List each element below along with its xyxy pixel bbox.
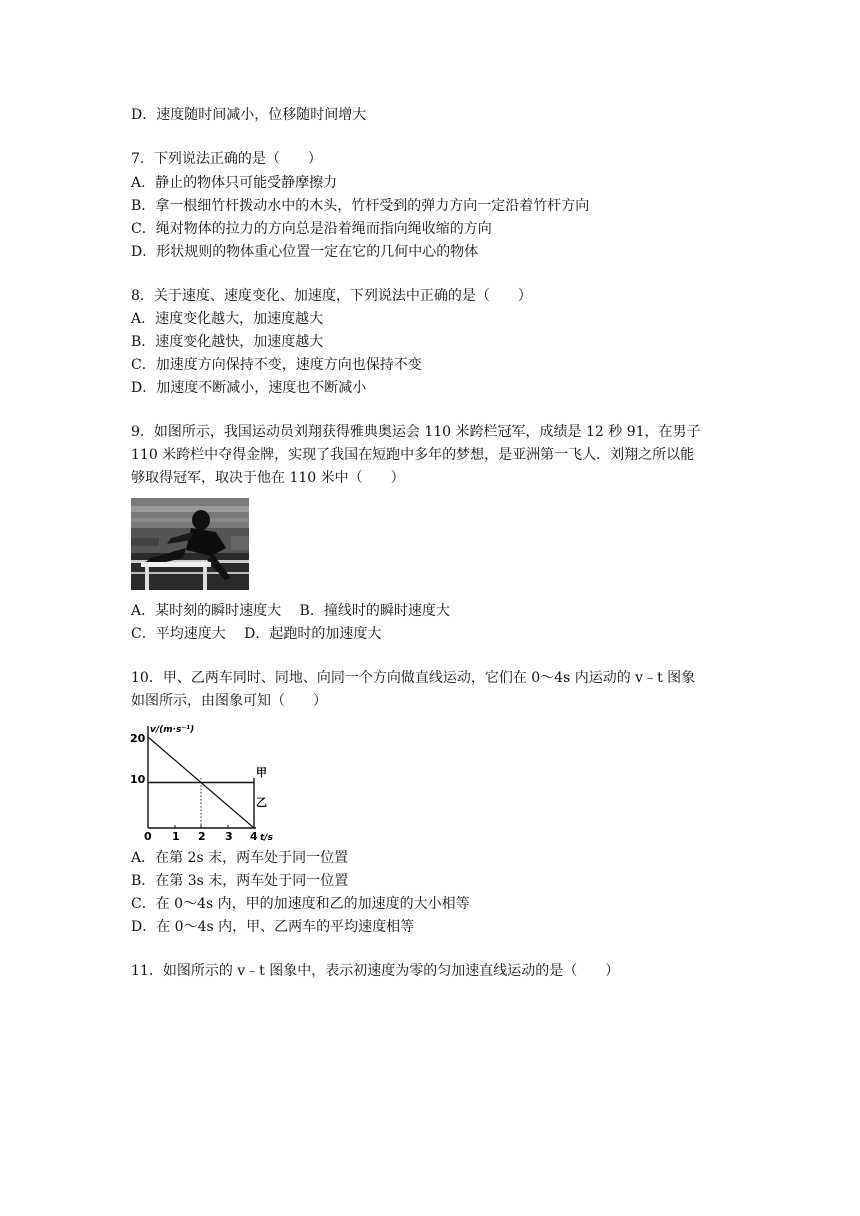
q8-stem: 8．关于速度、速度变化、加速度，下列说法中正确的是（ ） [131,288,532,304]
q9-options-ab: A．某时刻的瞬时速度大 B．撞线时的瞬时速度大 [131,603,450,619]
label-yi: 乙 [256,796,267,809]
y-tick-20: 20 [130,732,146,745]
label-jia: 甲 [256,766,267,779]
q8-option-c: C．加速度方向保持不变，速度方向也保持不变 [131,357,422,373]
q11-stem: 11．如图所示的 v﹣t 图象中，表示初速度为零的匀加速直线运动的是（ ） [131,963,620,979]
hurdler-photo [131,498,249,590]
q10-option-a: A．在第 2s 末，两车处于同一位置 [131,850,349,866]
x-tick-1: 1 [172,830,180,843]
q10-option-d: D．在 0～4s 内，甲、乙两车的平均速度相等 [131,919,415,935]
q9-stem-line-2: 110 米跨栏中夺得金牌，实现了我国在短跑中多年的梦想，是亚洲第一飞人．刘翔之所以能 [131,447,695,463]
q10-option-c: C．在 0～4s 内，甲的加速度和乙的加速度的大小相等 [131,896,470,912]
x-tick-0: 0 [144,830,152,843]
q9-options-cd: C．平均速度大 D．起跑时的加速度大 [131,626,382,642]
q10-stem-line-2: 如图所示，由图象可知（ ） [131,693,327,709]
y-tick-10: 10 [130,773,146,786]
q8-option-d: D．加速度不断减小，速度也不断减小 [131,380,367,396]
q8-option-a: A．速度变化越大，加速度越大 [131,311,324,327]
q8-option-b: B．速度变化越快，加速度越大 [131,334,324,350]
q9-stem-line-3: 够取得冠军，取决于他在 110 米中（ ） [131,470,405,486]
q7-option-c: C．绳对物体的拉力的方向总是沿着绳而指向绳收缩的方向 [131,221,492,237]
x-axis-label: t/s [260,833,273,843]
x-tick-4: 4 [250,830,258,843]
vt-graph [128,716,278,844]
q7-option-b: B．拿一根细竹杆拨动水中的木头，竹杆受到的弹力方向一定沿着竹杆方向 [131,198,590,214]
q7-option-d: D．形状规则的物体重心位置一定在它的几何中心的物体 [131,244,479,260]
q7-stem: 7．下列说法正确的是（ ） [131,151,322,167]
y-axis-label: v/(m·s⁻¹) [150,725,195,735]
q6-option-d: D．速度随时间减小，位移随时间增大 [131,107,367,123]
x-tick-3: 3 [225,830,233,843]
q10-stem-line-1: 10．甲、乙两车同时、同地、向同一个方向做直线运动，它们在 0～4s 内运动的 v﹣t 图象 [131,670,696,686]
q10-option-b: B．在第 3s 末，两车处于同一位置 [131,873,349,889]
x-tick-2: 2 [198,830,206,843]
q9-stem-line-1: 9．如图所示，我国运动员刘翔获得雅典奥运会 110 米跨栏冠军，成绩是 12 秒 91，在男子 [131,424,701,440]
q7-option-a: A．静止的物体只可能受静摩擦力 [131,175,338,191]
